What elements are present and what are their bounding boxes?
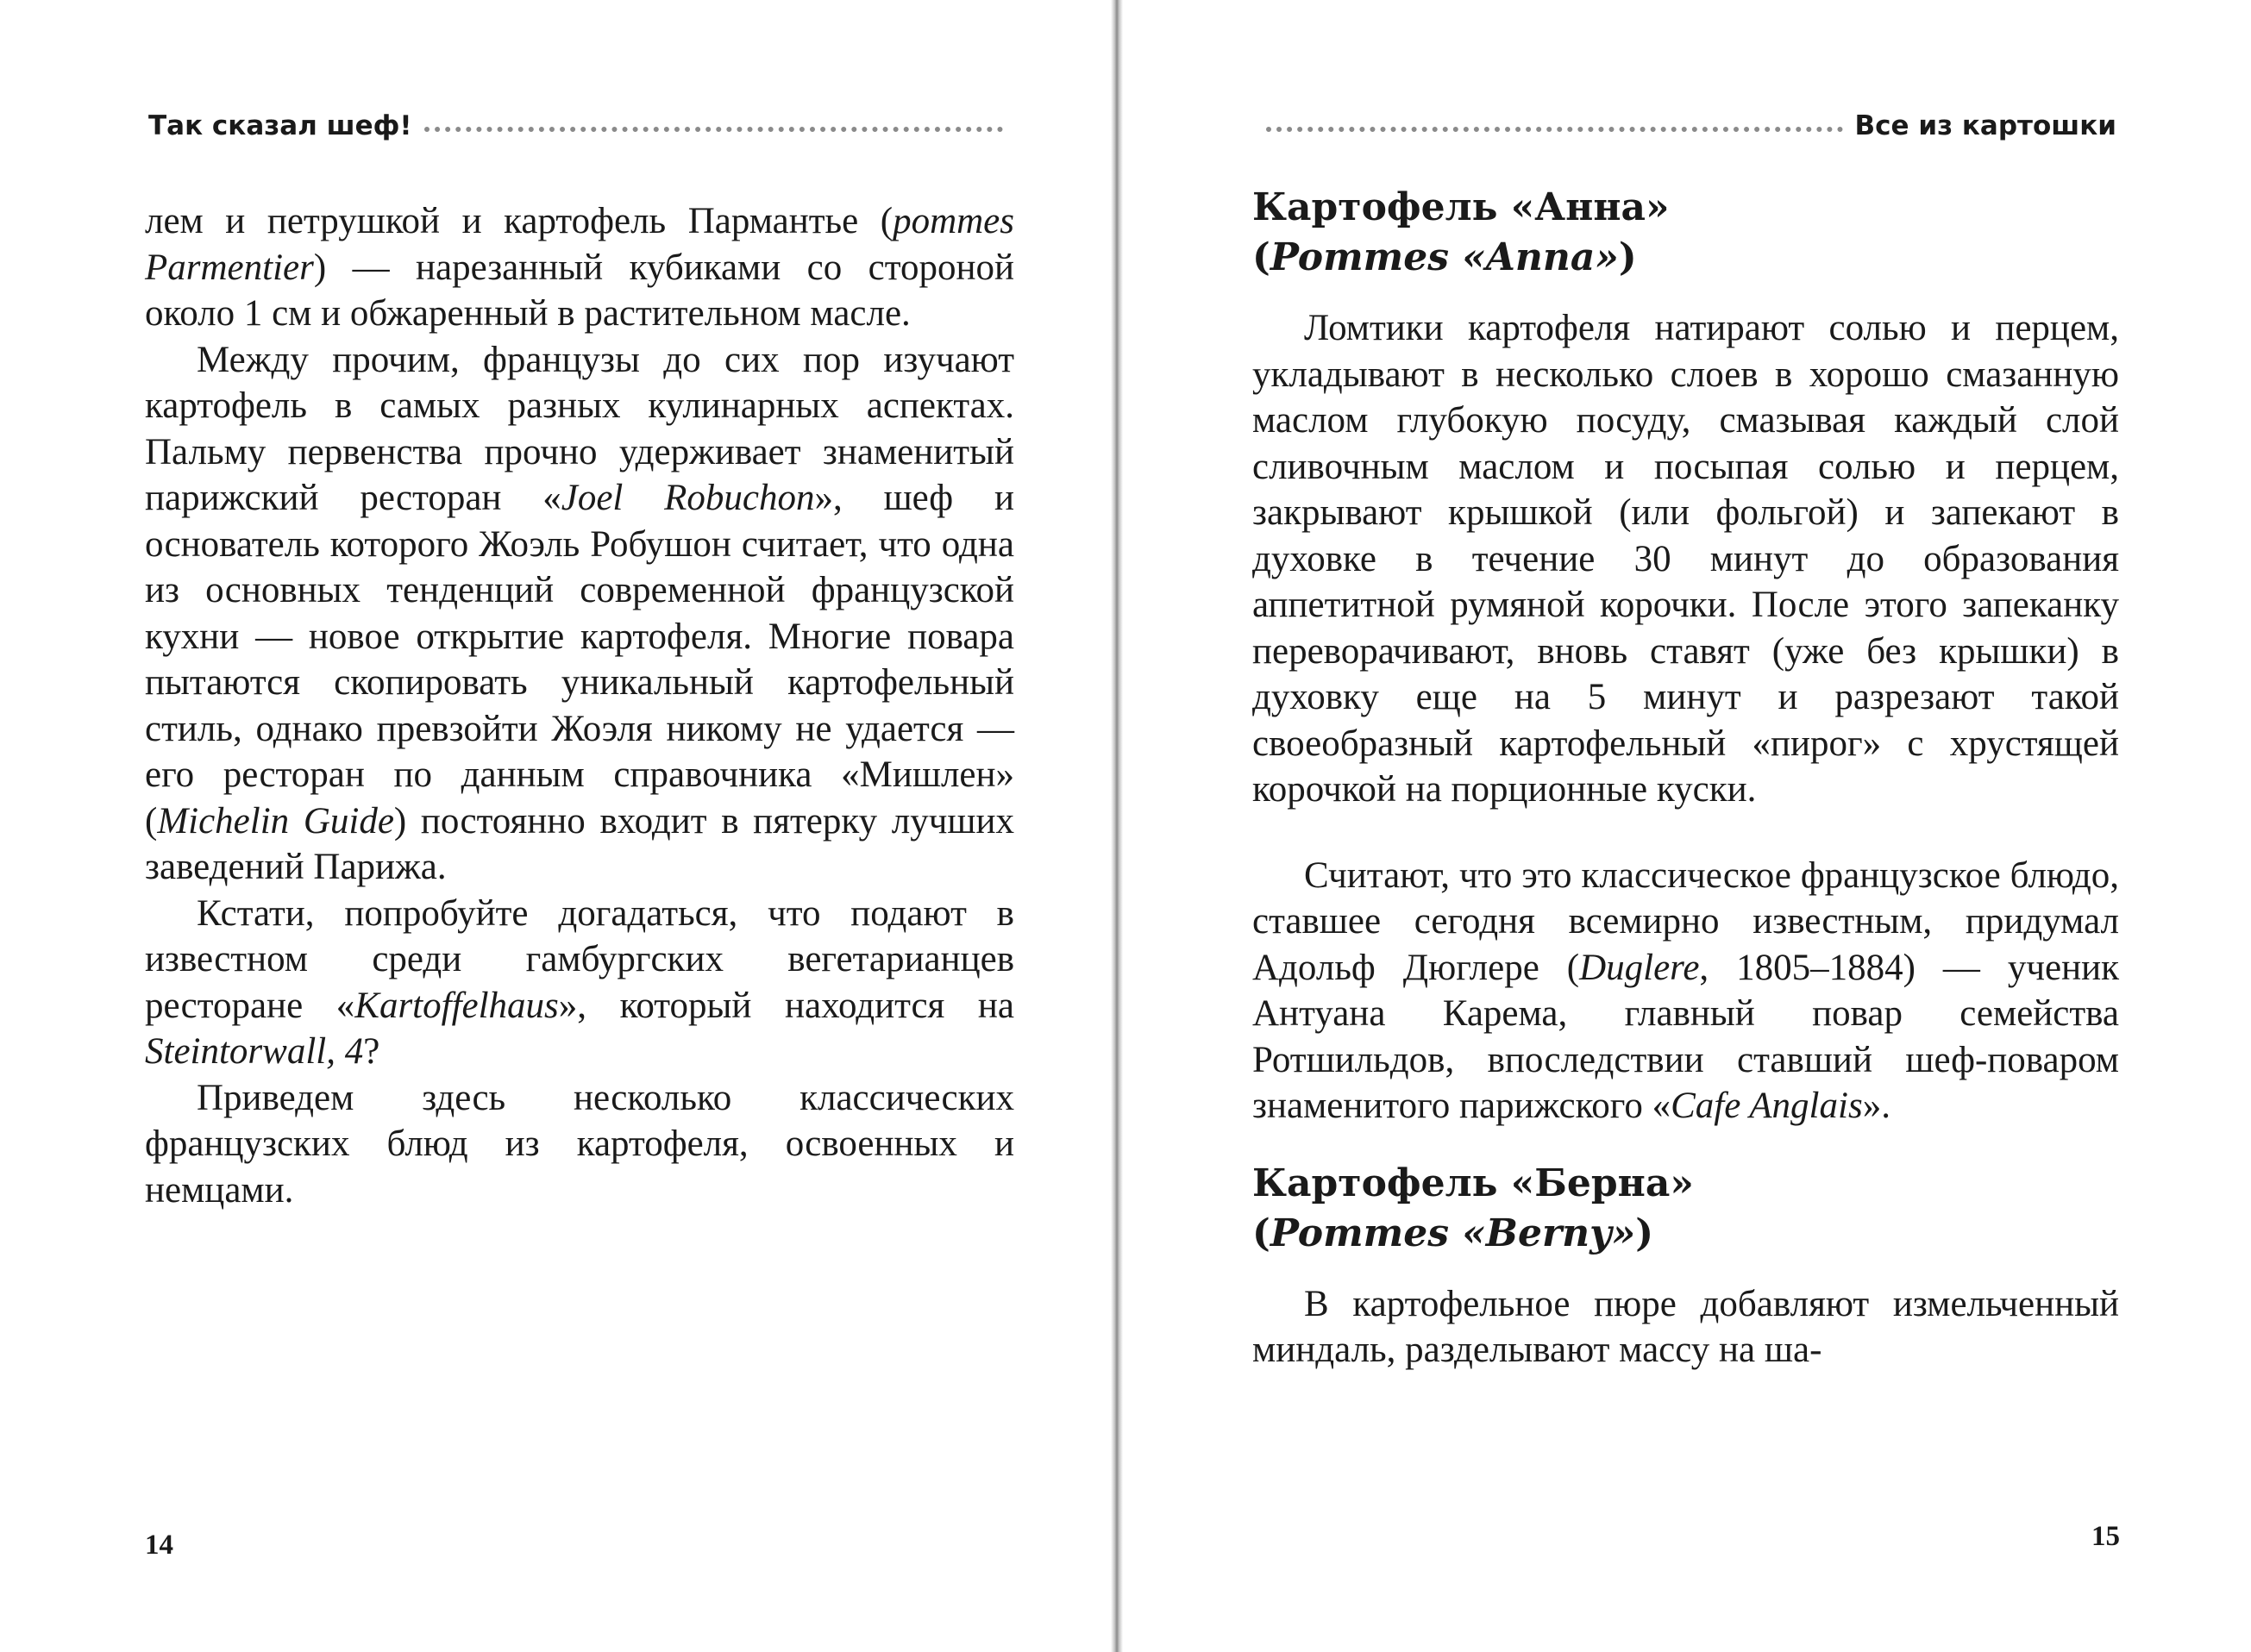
paragraph: В картофельное пюре добавляют измельченный миндаль, разделывают массу на ша- (1252, 1283, 2119, 1370)
page-number-right: 15 (2091, 1521, 2120, 1552)
paragraph (145, 337, 1014, 891)
left-running-head (148, 110, 1015, 141)
paren: ( (1252, 1211, 1270, 1255)
text-run: , 1805–1884) — ученик Антуана Карема, главный повар семейства Ротшильдов, впоследствии ставший шеф-поваром знаменитого парижского « (1252, 947, 2119, 1126)
paragraph (1252, 853, 2119, 1129)
italic-term: Steintorwall, 4 (145, 1031, 364, 1072)
italic-term: Cafe Anglais (1671, 1086, 1863, 1126)
text-run: », шеф и основатель которого Жоэль Робушон считает, что одна из основных тенденций современной французской кухни — новое открытие картофеля. Многие повара пытаются скопировать уникальный картофельный стиль, однако превзойти Жоэля никому не удается — его ресторан по данным справочника «Мишлен» ( (145, 478, 1014, 842)
running-head-dots (1266, 127, 1843, 132)
paren: ( (1252, 235, 1270, 279)
text-run: ) постоянно входит в пятерку лучших заведений Парижа. (145, 800, 1015, 887)
text-run: Между прочим, французы до сих пор изучают картофель в самых разных кулинарных аспектах. Пальму первенства прочно удерживает знаменитый парижский ресторан « (145, 339, 1014, 518)
right-running-head-title: Все из картошки (1854, 110, 2116, 141)
paragraph (145, 891, 1014, 1075)
right-body (1252, 183, 2119, 1374)
recipe-title (1252, 1159, 2119, 1259)
paragraph: Ломтики картофеля натирают солью и перцем, укладывают в несколько слоев в хорошо смазанную маслом глубокую посуду, смазывая каждый слой сливочным маслом и посыпая солью и перцем, закрывают крышкой (или фольгой) и запекают в духовке в течение 30 минут до образования аппетитной румяной корочки. После этого запеканку переворачивают, вновь ставят (уже без крышки) в духовку еще на 5 минут и разрезают такой своеобразный картофельный «пирог» с хрустящей корочкой на порционные куски. (1252, 308, 2119, 810)
recipe-title (1252, 183, 2119, 283)
left-page (0, 0, 1111, 1652)
paragraph: Приведем здесь несколько классических французских блюд из картофеля, освоенных и немцами. (145, 1077, 1014, 1211)
italic-term: Michelin Guide (157, 800, 394, 842)
left-running-head-title: Так сказал шеф! (148, 110, 412, 141)
recipe-text (1252, 1281, 2119, 1374)
left-body-text (145, 198, 1014, 1213)
spacer (1252, 1129, 2119, 1159)
paragraph (145, 198, 1014, 337)
spacer (1252, 1259, 2119, 1281)
recipe-title-latin: Pommes «Anna» (1270, 235, 1619, 279)
text-run: », который находится на (558, 985, 1015, 1026)
paren: ) (1618, 235, 1637, 279)
text-run: ? (363, 1031, 380, 1072)
page-number-left: 14 (145, 1530, 173, 1561)
spacer (1252, 283, 2119, 305)
paren: ) (1635, 1211, 1654, 1255)
text-run: ». (1862, 1086, 1890, 1126)
recipe-title-russian: Картофель «Берна» (1252, 1161, 1694, 1205)
right-running-head (1254, 110, 2116, 141)
recipe-title-latin: Pommes «Berny» (1270, 1211, 1636, 1255)
recipe-text (1252, 305, 2119, 1129)
italic-term: Duglere (1579, 947, 1700, 988)
text-run: Считают, что это классическое французское блюдо, ставшее сегодня всемирно известным, придумал Адольф Дюглере ( (1252, 854, 2119, 988)
italic-term: Joel Robuchon (561, 478, 815, 518)
recipe-title-russian: Картофель «Анна» (1252, 185, 1670, 229)
italic-term: Kartoffelhaus (354, 985, 559, 1026)
text-run: ) — нарезанный кубиками со стороной около 1 см и обжаренный в растительном масле. (145, 247, 1014, 334)
text-run: лем и петрушкой и картофель Пармантье ( (145, 201, 894, 241)
running-head-dots (424, 127, 1003, 132)
right-page (1123, 0, 2251, 1652)
spacer (1252, 813, 2119, 853)
italic-term: pommes Parmentier (145, 201, 1014, 288)
book-gutter (1111, 0, 1123, 1652)
text-run: Кстати, попробуйте догадаться, что подают в известном среди гамбургских вегетарианцев ресторане « (145, 892, 1014, 1026)
